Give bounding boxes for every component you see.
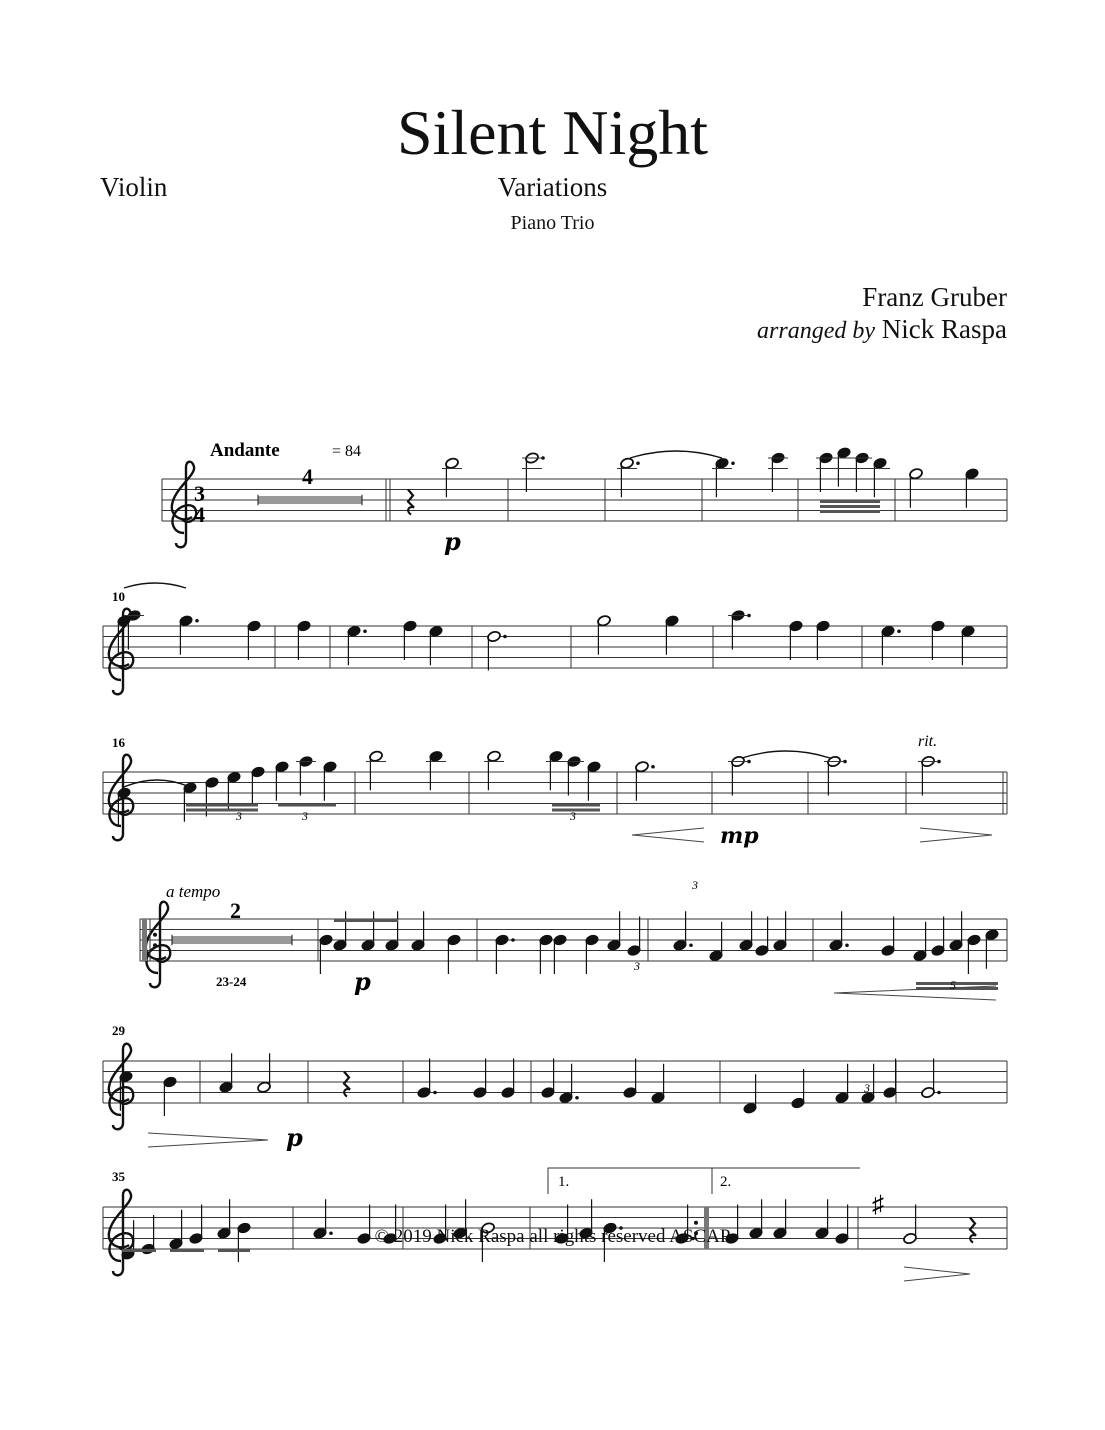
beam: [186, 804, 258, 807]
slur: [124, 780, 190, 787]
dynamic-mp: mp: [720, 823, 759, 849]
multirest-count: 4: [302, 464, 313, 489]
tuplet-number: 3: [570, 809, 576, 823]
note-dot: [689, 943, 693, 947]
note-dot: [575, 1096, 579, 1100]
note-dot: [511, 938, 515, 942]
tempo-marking: Andante: [210, 440, 280, 461]
a-tempo-marking: a tempo: [166, 882, 221, 901]
notes-layer: [117, 446, 1000, 1281]
time-signature-top: 3: [194, 481, 205, 506]
note-dot: [937, 1091, 941, 1095]
beam: [218, 1249, 250, 1252]
dynamic-p: p: [286, 1123, 303, 1152]
arranger-prefix: arranged by: [757, 318, 876, 344]
note-dot: [503, 635, 507, 639]
beam: [186, 809, 258, 812]
beam: [820, 500, 880, 503]
crescendo-hairpin: [632, 828, 704, 842]
note-dot: [195, 619, 199, 623]
subtitle: Variations: [497, 172, 608, 202]
dynamic-p: p: [444, 527, 461, 556]
note-dot: [897, 629, 901, 633]
note-dot: [636, 461, 640, 465]
arranger-name: Nick Raspa: [881, 314, 1007, 344]
beam: [916, 982, 998, 985]
beam: [552, 804, 600, 807]
treble-clef-icon: [109, 1044, 133, 1130]
repeat-dot: [153, 933, 157, 937]
note-dot: [651, 765, 655, 769]
decrescendo-hairpin: [920, 828, 992, 842]
treble-clef-icon: [172, 462, 196, 548]
beam: [122, 1249, 156, 1252]
measure-number: 35: [112, 1169, 125, 1184]
volta-second-ending: 2.: [720, 1174, 732, 1190]
beam: [552, 809, 600, 812]
dynamic-p: p: [354, 967, 371, 996]
time-signature-bottom: 4: [194, 502, 205, 527]
note-dot: [731, 461, 735, 465]
copyright-notice: © 2019 Nick Raspa all rights reserved ASCAP: [374, 1226, 731, 1247]
beam: [820, 510, 880, 513]
ensemble-label: Piano Trio: [510, 212, 595, 234]
ritardando: rit.: [918, 733, 938, 750]
tempo-value: = 84: [332, 443, 362, 460]
multirest-range: 23-24: [216, 974, 247, 989]
treble-clef-icon: [146, 902, 170, 988]
volta-bracket: [712, 1168, 860, 1194]
repeat-start-barline: [142, 919, 147, 961]
tuplet-number: 5: [950, 978, 956, 992]
volta-bracket: [548, 1168, 712, 1194]
beam: [334, 919, 398, 922]
slur: [630, 451, 722, 458]
composer: Franz Gruber: [862, 282, 1007, 312]
tuplet-number: 3: [692, 878, 698, 892]
tuplet-number: 3: [864, 1081, 870, 1095]
instrument-name: Violin: [100, 172, 168, 202]
tuplet-number: 3: [634, 959, 640, 973]
note-dot: [363, 629, 367, 633]
slur: [742, 751, 830, 758]
beam: [278, 804, 336, 807]
decrescendo-hairpin: [148, 1133, 268, 1147]
beam: [820, 505, 880, 508]
staff-lines: [103, 462, 1007, 1276]
page-title: Silent Night: [396, 97, 709, 168]
repeat-dot: [153, 943, 157, 947]
measure-number: 16: [112, 735, 125, 750]
repeat-dot: [694, 1221, 698, 1225]
measure-number: 10: [112, 589, 125, 604]
decrescendo-hairpin: [904, 1267, 970, 1281]
volta-first-ending: 1.: [558, 1174, 570, 1190]
beam: [170, 1249, 204, 1252]
tuplet-number: 3: [236, 809, 242, 823]
note-dot: [845, 943, 849, 947]
measure-number: 29: [112, 1023, 125, 1038]
note-dot: [433, 1091, 437, 1095]
multi-measure-rest: [172, 936, 292, 944]
key-signature-sharp: ♯: [872, 1192, 884, 1218]
multi-measure-rest: [258, 496, 362, 504]
slur: [124, 583, 186, 588]
multirest-count: 2: [230, 898, 241, 923]
tuplet-number: 3: [302, 809, 308, 823]
